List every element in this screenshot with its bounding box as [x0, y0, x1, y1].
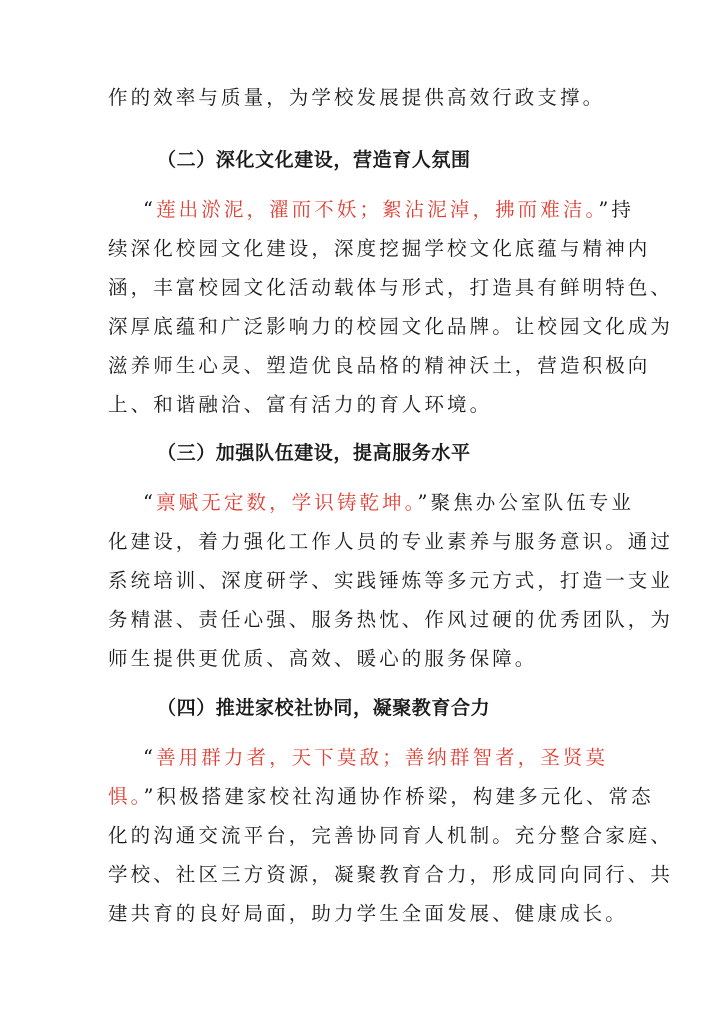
- paragraph-line: 化建设，着力强化工作人员的专业素养与服务意识。通过: [108, 530, 674, 553]
- section-heading: （四）推进家校社协同，凝聚教育合力: [157, 697, 491, 719]
- paragraph-line: 师生提供更优质、高效、暖心的服务保障。: [108, 647, 538, 670]
- paragraph-line: 滋养师生心灵、塑造优良品格的精神沃土，营造积极向: [108, 354, 651, 377]
- open-quote: “: [143, 491, 157, 514]
- paragraph-line: [143, 744, 618, 772]
- quote-text: 善用群力者，天下莫敌；善纳群智者，圣贤莫: [156, 746, 609, 769]
- quote-text: 禀赋无定数，学识铸乾坤。: [156, 491, 418, 514]
- paragraph-line: [143, 489, 635, 517]
- quote-text: 惧。: [108, 785, 144, 808]
- paragraph-line: 作的效率与质量，为学校发展提供高效行政支撑。: [108, 86, 606, 109]
- paragraph-line: 涵，丰富校园文化活动载体与形式，打造具有鲜明特色、: [108, 276, 674, 299]
- paragraph-line: 建共育的良好局面，助力学生全面发展、健康成长。: [108, 902, 628, 925]
- section-heading: （二）深化文化建设，营造育人氛围: [157, 149, 471, 171]
- paragraph-line: 深厚底蕴和广泛影响力的校园文化品牌。让校园文化成为: [108, 315, 674, 338]
- open-quote: “: [143, 746, 157, 769]
- paragraph-line: 上、和谐融洽、富有活力的育人环境。: [108, 393, 493, 416]
- section-heading: （三）加强队伍建设，提高服务水平: [157, 442, 471, 464]
- close-quote: ”聚焦办公室队伍专业: [417, 491, 635, 514]
- paragraph-line: [108, 783, 654, 811]
- paragraph-line: 续深化校园文化建设，深度挖掘学校文化底蕴与精神内: [108, 237, 651, 260]
- open-quote: “: [143, 198, 157, 221]
- close-quote: ”积极搭建家校社沟通协作桥梁，构建多元化、常态: [143, 785, 654, 808]
- paragraph-line: [143, 196, 635, 224]
- paragraph-line: 化的沟通交流平台，完善协同育人机制。充分整合家庭、: [108, 824, 674, 847]
- paragraph-line: 系统培训、深度研学、实践锤炼等多元方式，打造一支业: [108, 569, 674, 592]
- paragraph-line: 学校、社区三方资源，凝聚教育合力，形成同向同行、共: [108, 863, 674, 886]
- close-quote: ”持: [598, 198, 635, 221]
- paragraph-line: 务精湛、责任心强、服务热忱、作风过硬的优秀团队，为: [108, 608, 674, 631]
- quote-text: 莲出淤泥，濯而不妖；絮沾泥淖，拂而难洁。: [156, 198, 599, 221]
